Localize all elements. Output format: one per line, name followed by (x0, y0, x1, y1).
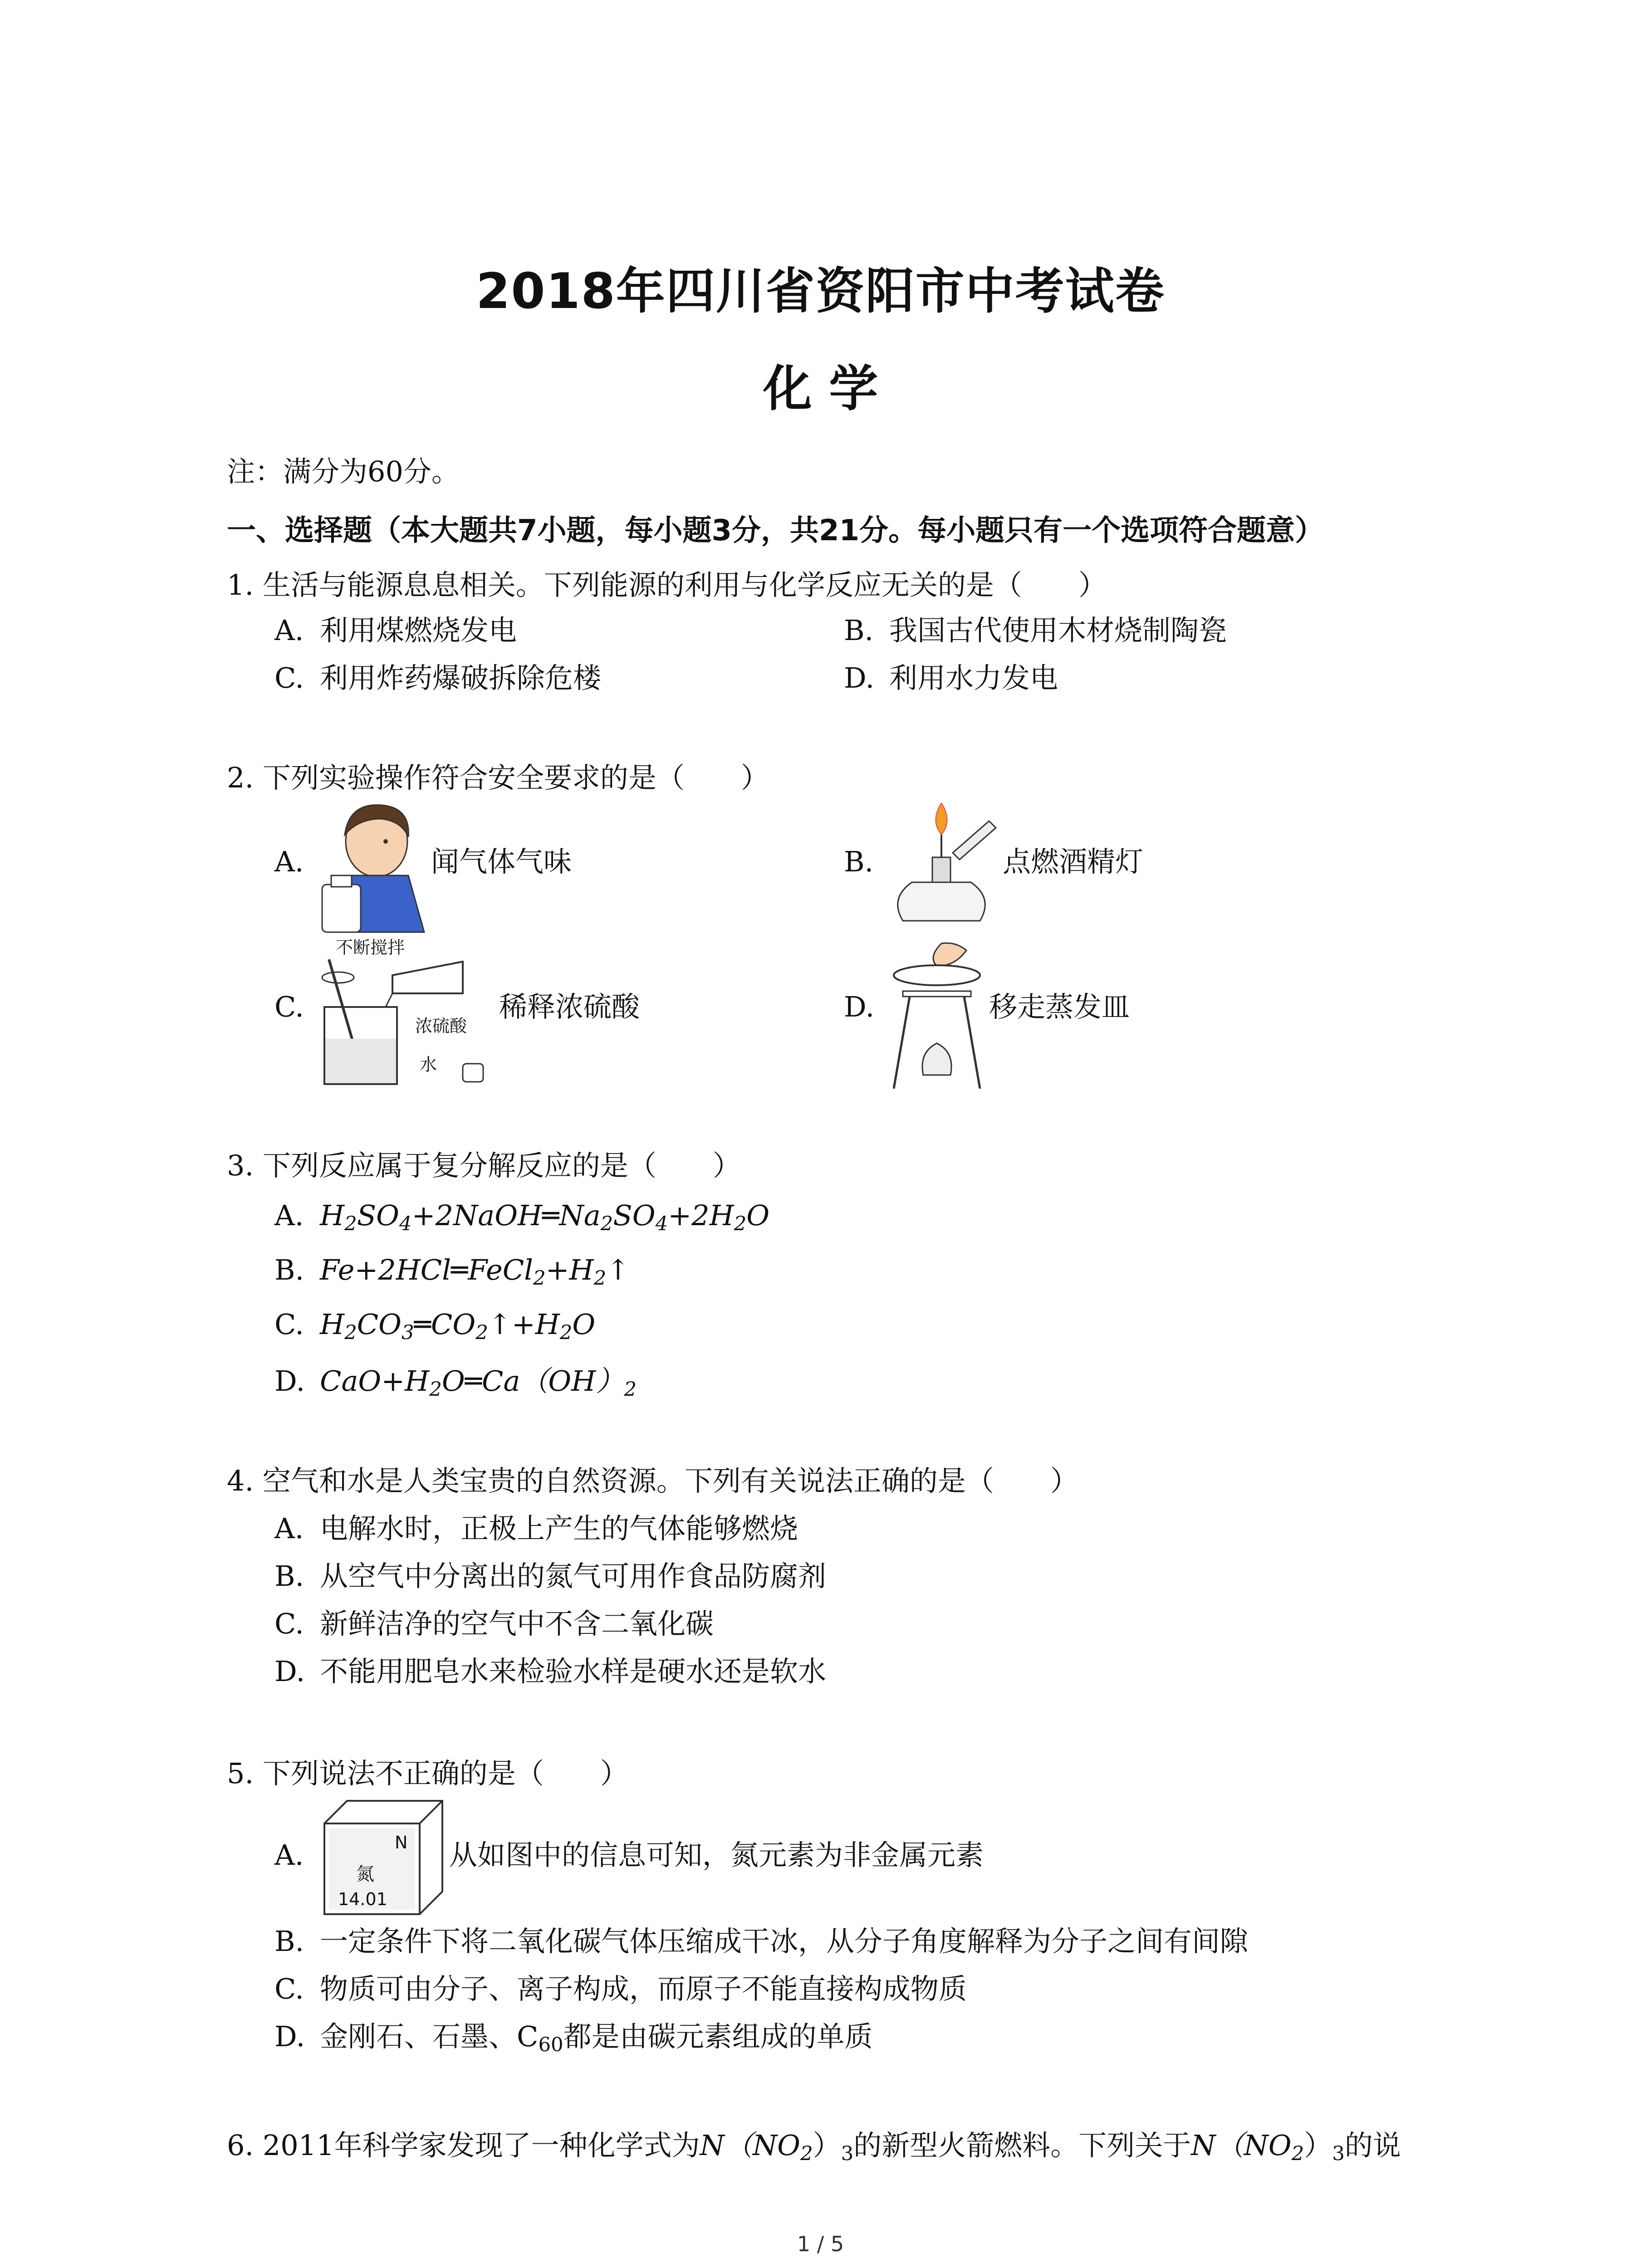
q3-option-a: A. $H_2SO_4+2NaOH═Na_2SO_4+2H_2O$ (274, 1199, 770, 1235)
subject-title: 化 学 (763, 361, 878, 417)
section-heading: 一、选择题（本大题共7小题，每小题3分，共21分。每小题只有一个选项符合题意） (227, 514, 1324, 547)
element-mass: 14.01 (338, 1889, 387, 1909)
q5-option-a: 从如图中的信息可知，氮元素为非金属元素 (449, 1838, 984, 1872)
q1-stem: 1. 生活与能源息息相关。下列能源的利用与化学反应无关的是（ ） (227, 568, 1107, 601)
element-symbol: N (395, 1833, 408, 1853)
q3-option-b: B. $Fe+2HCl═FeCl_2+H_2↑$ (274, 1253, 630, 1290)
q4-option-c: C. 新鲜洁净的空气中不含二氧化碳 (274, 1607, 714, 1640)
q5-option-d: D. 金刚石、石墨、$C_{60}$都是由碳元素组成的单质 (274, 2020, 873, 2056)
alcohol-lamp-illustration (885, 803, 998, 925)
q2-option-d: 移走蒸发皿 (989, 990, 1130, 1023)
evaporating-dish-illustration (887, 939, 991, 1093)
q5-stem: 5. 下列说法不正确的是（ ） (227, 1757, 628, 1790)
smell-gas-illustration (318, 798, 431, 934)
q4-option-a: A. 电解水时，正极上产生的气体能够燃烧 (274, 1512, 798, 1545)
acid-label: 浓硫酸 (415, 1016, 467, 1036)
q2-option-b: 点燃酒精灯 (1003, 845, 1144, 878)
score-note: 注：满分为60分。 (227, 455, 460, 488)
q2-option-c: 稀释浓硫酸 (499, 990, 640, 1023)
q4-option-b: B. 从空气中分离出的氮气可用作食品防腐剂 (274, 1559, 827, 1593)
exam-title: 2018年四川省资阳市中考试卷 (476, 263, 1165, 320)
q5-option-b: B. 一定条件下将二氧化碳气体压缩成干冰，从分子角度解释为分子之间有间隙 (274, 1925, 1249, 1958)
stir-label: 不断搅拌 (336, 938, 405, 958)
q4-stem: 4. 空气和水是人类宝贵的自然资源。下列有关说法正确的是（ ） (227, 1464, 1078, 1497)
q3-option-d: D. $CaO+H_2O═Ca(OH)_2$ (274, 1364, 637, 1401)
q2-option-a: 闻气体气味 (431, 845, 572, 878)
q2-option-b-label: B. (844, 845, 874, 878)
dilute-acid-illustration (318, 934, 495, 1089)
q6-stem: 6. 2011年科学家发现了一种化学式为$N(NO_2)_3$的新型火箭燃料。下列关于$N(NO_2)_3$的说 (227, 2129, 1401, 2165)
q2-stem: 2. 下列实验操作符合安全要求的是（ ） (227, 761, 769, 794)
q3-stem: 3. 下列反应属于复分解反应的是（ ） (227, 1149, 741, 1182)
q4-option-d: D. 不能用肥皂水来检验水样是硬水还是软水 (274, 1655, 827, 1688)
element-name: 氮 (356, 1864, 374, 1885)
q5-option-c: C. 物质可由分子、离子构成，而原子不能直接构成物质 (274, 1972, 967, 2005)
q2-option-c-label: C. (274, 990, 304, 1023)
q1-option-d: D. 利用水力发电 (844, 661, 1058, 694)
q1-option-b: B. 我国古代使用木材烧制陶瓷 (844, 614, 1227, 647)
water-label: 水 (420, 1055, 437, 1075)
q3-option-c: C. $H_2CO_3═CO_2↑+H_2O$ (274, 1308, 596, 1344)
q1-option-a: A. 利用煤燃烧发电 (274, 614, 517, 647)
q1-option-c: C. 利用炸药爆破拆除危楼 (274, 661, 602, 694)
q2-option-a-label: A. (274, 845, 304, 878)
page-number: 1 / 5 (797, 2232, 844, 2256)
nitrogen-element-card (320, 1796, 447, 1919)
q5-option-a-label: A. (274, 1838, 304, 1872)
q2-option-d-label: D. (844, 990, 875, 1023)
